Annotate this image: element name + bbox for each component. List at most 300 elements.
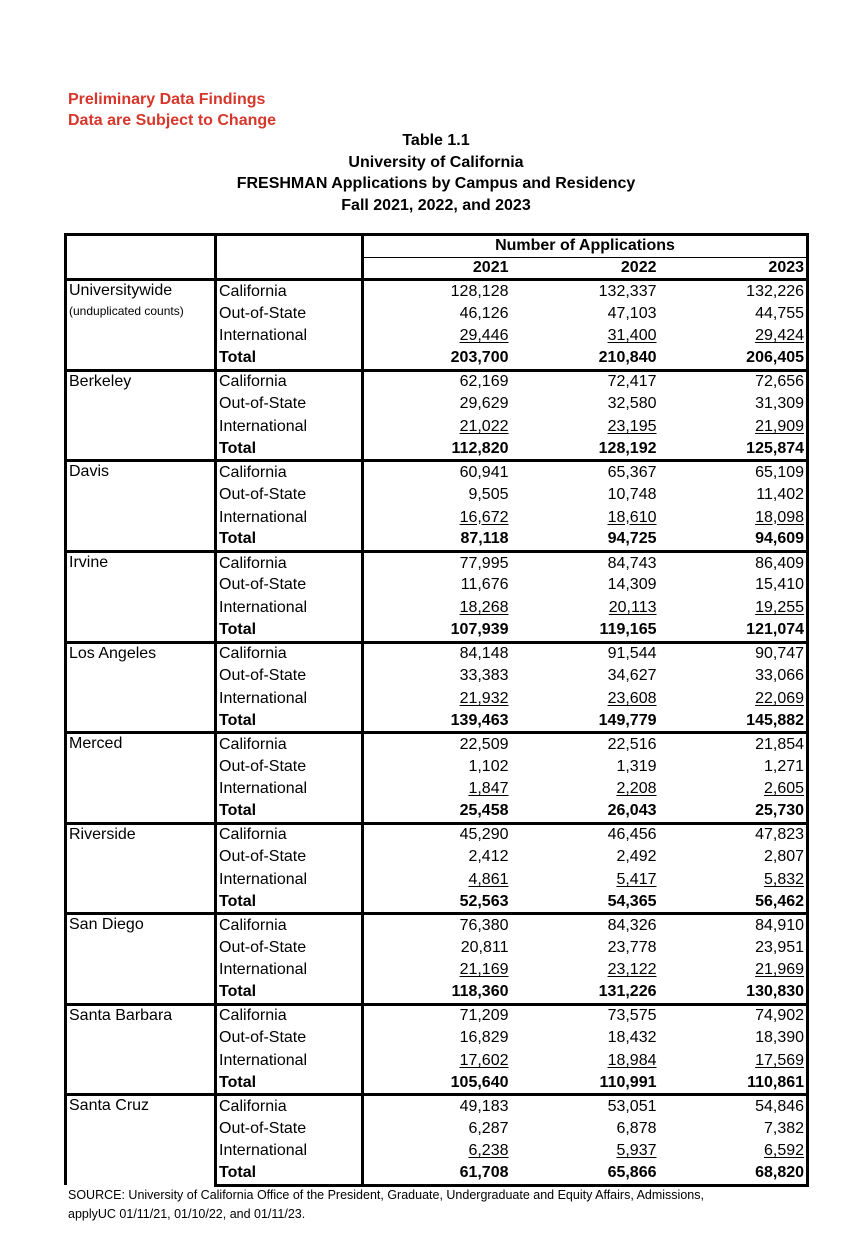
campus-name: Santa Barbara (69, 1006, 173, 1024)
value-cell (511, 823, 659, 846)
application-count: 16,829 (459, 1029, 509, 1047)
value-cell (511, 461, 659, 484)
application-count: 149,779 (598, 711, 657, 729)
application-count: 52,563 (459, 892, 509, 910)
value-cell (659, 461, 808, 484)
application-count: 131,226 (598, 983, 657, 1001)
application-count: 47,103 (607, 304, 657, 322)
application-count: 6,878 (616, 1119, 657, 1137)
application-count: 110,861 (747, 1073, 805, 1091)
value-cell (363, 280, 511, 303)
application-count: 18,432 (607, 1029, 657, 1047)
value-cell (511, 1072, 659, 1095)
application-count: 56,462 (755, 892, 805, 910)
campus-name: Los Angeles (69, 644, 157, 662)
residency-label: International (216, 778, 363, 801)
value-cell (363, 370, 511, 393)
value-cell (511, 982, 659, 1005)
source-line-1: SOURCE: University of California Office of the President, Graduate, Undergraduate and Equity Affairs, Admissions, (68, 1188, 704, 1202)
application-count: 132,337 (598, 282, 657, 300)
value-cell (363, 325, 511, 348)
application-count: 44,755 (755, 304, 805, 322)
residency-label: California (216, 914, 363, 937)
application-count: 54,846 (755, 1097, 805, 1115)
application-count: 62,169 (459, 373, 509, 391)
application-count: 128,192 (598, 439, 657, 457)
value-cell (363, 733, 511, 756)
organization-title: University of California (348, 153, 524, 171)
application-count: 45,290 (459, 826, 509, 844)
residency-label: Out-of-State (216, 846, 363, 869)
value-cell (363, 1117, 511, 1140)
year-header-2023: 2023 (659, 257, 808, 280)
application-count: 25,730 (755, 802, 805, 820)
value-cell (363, 982, 511, 1005)
residency-label: California (216, 280, 363, 303)
campus-name: Santa Cruz (69, 1097, 150, 1115)
application-count: 22,509 (459, 735, 509, 753)
residency-label: International (216, 597, 363, 620)
value-cell (511, 1117, 659, 1140)
application-count: 128,128 (450, 282, 509, 300)
residency-label: Out-of-State (216, 302, 363, 325)
table-row (66, 914, 808, 937)
application-count: 22,069 (755, 689, 805, 707)
application-count: 17,569 (755, 1051, 805, 1069)
application-count: 94,609 (755, 530, 805, 548)
application-count: 20,811 (460, 938, 509, 956)
application-count: 21,909 (755, 417, 805, 435)
application-count: 53,051 (607, 1097, 657, 1115)
header-blank-campus (66, 257, 216, 280)
value-cell (511, 1004, 659, 1027)
residency-label: Total (216, 1072, 363, 1095)
value-cell (511, 778, 659, 801)
campus-name: San Diego (69, 916, 144, 934)
value-cell (363, 302, 511, 325)
residency-label: Total (216, 982, 363, 1005)
residency-label: Out-of-State (216, 936, 363, 959)
source-line-2: applyUC 01/11/21, 01/10/22, and 01/11/23. (68, 1207, 306, 1221)
residency-label: International (216, 868, 363, 891)
value-cell (659, 1095, 808, 1118)
value-cell (659, 778, 808, 801)
value-cell (659, 687, 808, 710)
application-count: 72,417 (607, 373, 657, 391)
campus-cell-merced (66, 733, 216, 824)
table-row (66, 823, 808, 846)
value-cell (363, 1140, 511, 1163)
residency-label: Total (216, 438, 363, 461)
residency-label: Out-of-State (216, 393, 363, 416)
application-count: 14,309 (607, 576, 657, 594)
value-cell (363, 597, 511, 620)
value-cell (511, 280, 659, 303)
application-count: 29,424 (755, 327, 805, 345)
campus-cell-universitywide (66, 280, 216, 371)
value-cell (511, 687, 659, 710)
residency-label: Total (216, 619, 363, 642)
value-cell (511, 529, 659, 552)
application-count: 26,043 (607, 802, 657, 820)
preliminary-line-2: Data are Subject to Change (68, 112, 277, 129)
campus-cell-berkeley (66, 370, 216, 461)
application-count: 18,984 (607, 1051, 657, 1069)
application-count: 9,505 (468, 485, 509, 503)
application-count: 16,672 (459, 508, 509, 526)
value-cell (511, 348, 659, 371)
campus-name: Riverside (69, 825, 136, 843)
application-count: 21,969 (755, 961, 805, 979)
table-row (66, 370, 808, 393)
table-body (66, 280, 808, 1186)
value-cell (659, 484, 808, 507)
year-header-2022: 2022 (511, 257, 659, 280)
value-cell (511, 891, 659, 914)
group-header-row (66, 235, 808, 258)
application-count: 203,700 (450, 349, 509, 367)
application-count: 47,823 (755, 826, 805, 844)
application-count: 1,271 (763, 757, 805, 775)
year-header-2021: 2021 (363, 257, 511, 280)
value-cell (363, 416, 511, 439)
value-cell (659, 1050, 808, 1073)
application-count: 210,840 (598, 349, 657, 367)
value-cell (511, 959, 659, 982)
campus-cell-santa-barbara (66, 1004, 216, 1095)
application-count: 6,238 (468, 1142, 509, 1160)
residency-label: Out-of-State (216, 755, 363, 778)
value-cell (659, 325, 808, 348)
application-count: 84,148 (459, 645, 509, 663)
value-cell (363, 1050, 511, 1073)
residency-label: California (216, 1095, 363, 1118)
application-count: 15,410 (755, 576, 805, 594)
value-cell (659, 529, 808, 552)
value-cell (363, 461, 511, 484)
application-count: 5,832 (763, 870, 805, 888)
value-cell (659, 506, 808, 529)
header-blank-campus (66, 235, 216, 258)
value-cell (363, 936, 511, 959)
application-count: 77,995 (459, 554, 509, 572)
value-cell (511, 755, 659, 778)
table-title-block (0, 130, 855, 216)
application-count: 21,022 (459, 417, 509, 435)
value-cell (659, 755, 808, 778)
value-cell (363, 710, 511, 733)
value-cell (511, 484, 659, 507)
value-cell (659, 393, 808, 416)
value-cell (363, 1004, 511, 1027)
value-cell (511, 302, 659, 325)
value-cell (363, 619, 511, 642)
residency-label: California (216, 733, 363, 756)
application-count: 29,629 (459, 395, 509, 413)
value-cell (511, 597, 659, 620)
table-row (66, 1004, 808, 1027)
value-cell (659, 1004, 808, 1027)
value-cell (659, 597, 808, 620)
application-count: 206,405 (746, 349, 805, 367)
value-cell (511, 1140, 659, 1163)
value-cell (659, 982, 808, 1005)
application-count: 1,102 (468, 757, 509, 775)
application-count: 54,365 (607, 892, 657, 910)
value-cell (511, 416, 659, 439)
value-cell (659, 370, 808, 393)
campus-cell-davis (66, 461, 216, 552)
preliminary-notice (68, 89, 276, 131)
value-cell (363, 665, 511, 688)
value-cell (511, 370, 659, 393)
value-cell (511, 1163, 659, 1186)
value-cell (363, 801, 511, 824)
value-cell (659, 348, 808, 371)
application-count: 49,183 (459, 1097, 509, 1115)
term-title: Fall 2021, 2022, and 2023 (341, 196, 531, 214)
application-count: 119,165 (599, 620, 657, 638)
application-count: 11,676 (460, 576, 509, 594)
application-count: 32,580 (607, 395, 657, 413)
application-count: 23,122 (607, 961, 657, 979)
value-cell (363, 574, 511, 597)
value-cell (511, 1050, 659, 1073)
application-count: 65,109 (755, 463, 805, 481)
application-count: 23,951 (755, 938, 805, 956)
application-count: 34,627 (607, 666, 657, 684)
application-count: 10,748 (607, 485, 657, 503)
value-cell (659, 823, 808, 846)
value-cell (363, 687, 511, 710)
application-count: 74,902 (755, 1007, 805, 1025)
application-count: 11,402 (756, 485, 805, 503)
campus-name: Irvine (69, 553, 109, 571)
residency-label: Out-of-State (216, 1117, 363, 1140)
value-cell (659, 959, 808, 982)
residency-label: California (216, 551, 363, 574)
residency-label: California (216, 823, 363, 846)
application-count: 65,866 (607, 1164, 657, 1182)
value-cell (511, 914, 659, 937)
application-count: 17,602 (459, 1051, 509, 1069)
residency-label: International (216, 325, 363, 348)
value-cell (363, 823, 511, 846)
application-count: 46,456 (607, 826, 657, 844)
number-of-applications-header: Number of Applications (363, 235, 808, 258)
value-cell (659, 416, 808, 439)
application-count: 84,326 (607, 916, 657, 934)
application-count: 71,209 (459, 1007, 509, 1025)
application-count: 18,610 (607, 508, 657, 526)
value-cell (363, 506, 511, 529)
application-count: 1,319 (616, 757, 657, 775)
value-cell (659, 891, 808, 914)
value-cell (511, 1027, 659, 1050)
value-cell (511, 846, 659, 869)
application-count: 72,656 (755, 373, 805, 391)
application-count: 87,118 (460, 530, 509, 548)
residency-label: Out-of-State (216, 484, 363, 507)
application-count: 84,910 (755, 916, 805, 934)
value-cell (511, 619, 659, 642)
subject-title: FRESHMAN Applications by Campus and Residency (236, 175, 636, 192)
table-row (66, 551, 808, 574)
application-count: 6,287 (468, 1119, 509, 1137)
application-count: 91,544 (607, 645, 657, 663)
value-cell (363, 1095, 511, 1118)
value-cell (363, 959, 511, 982)
value-cell (363, 891, 511, 914)
application-count: 29,446 (459, 327, 509, 345)
residency-label: International (216, 1140, 363, 1163)
value-cell (659, 1072, 808, 1095)
application-count: 2,208 (616, 780, 657, 798)
table-row (66, 1095, 808, 1118)
residency-label: International (216, 416, 363, 439)
application-count: 76,380 (459, 916, 509, 934)
header-blank-residency (216, 235, 363, 258)
application-count: 2,492 (616, 848, 657, 866)
campus-name: Berkeley (69, 372, 132, 390)
residency-label: Total (216, 891, 363, 914)
table-row (66, 280, 808, 303)
application-count: 86,409 (755, 554, 805, 572)
table-row (66, 642, 808, 665)
value-cell (659, 642, 808, 665)
value-cell (511, 733, 659, 756)
application-count: 7,382 (763, 1119, 805, 1137)
application-count: 105,640 (450, 1073, 509, 1091)
campus-name: Universitywide (69, 282, 173, 300)
application-count: 145,882 (746, 711, 805, 729)
table-row (66, 733, 808, 756)
value-cell (511, 868, 659, 891)
application-count: 139,463 (450, 711, 509, 729)
value-cell (511, 551, 659, 574)
value-cell (511, 936, 659, 959)
campus-name: Merced (69, 735, 123, 753)
value-cell (363, 393, 511, 416)
source-note (68, 1186, 798, 1224)
application-count: 68,820 (755, 1164, 805, 1182)
value-cell (363, 846, 511, 869)
application-count: 4,861 (468, 870, 509, 888)
application-count: 94,725 (607, 530, 657, 548)
value-cell (511, 642, 659, 665)
residency-label: Total (216, 348, 363, 371)
value-cell (363, 529, 511, 552)
application-count: 18,390 (755, 1029, 805, 1047)
application-count: 21,854 (755, 735, 805, 753)
application-count: 90,747 (755, 645, 805, 663)
application-count: 61,708 (459, 1164, 509, 1182)
value-cell (659, 438, 808, 461)
application-count: 73,575 (607, 1007, 657, 1025)
application-count: 22,516 (607, 735, 657, 753)
value-cell (511, 1095, 659, 1118)
residency-label: Total (216, 801, 363, 824)
application-count: 2,412 (468, 848, 509, 866)
value-cell (659, 302, 808, 325)
applications-table (64, 233, 809, 1187)
value-cell (659, 868, 808, 891)
application-count: 46,126 (459, 304, 509, 322)
campus-cell-santa-cruz (66, 1095, 216, 1186)
value-cell (363, 642, 511, 665)
application-count: 31,400 (607, 327, 657, 345)
residency-label: Total (216, 710, 363, 733)
campus-cell-riverside (66, 823, 216, 914)
application-count: 25,458 (459, 802, 509, 820)
value-cell (659, 280, 808, 303)
value-cell (659, 619, 808, 642)
application-count: 130,830 (746, 983, 805, 1001)
value-cell (659, 1027, 808, 1050)
application-count: 1,847 (468, 780, 509, 798)
value-cell (659, 1117, 808, 1140)
application-count: 65,367 (607, 463, 657, 481)
application-count: 132,226 (746, 282, 805, 300)
application-count: 33,066 (755, 666, 805, 684)
value-cell (659, 936, 808, 959)
application-count: 2,605 (763, 780, 805, 798)
campus-name: Davis (69, 463, 110, 481)
value-cell (363, 484, 511, 507)
value-cell (511, 710, 659, 733)
application-count: 121,074 (746, 620, 805, 638)
value-cell (659, 574, 808, 597)
application-count: 19,255 (755, 599, 805, 617)
value-cell (511, 506, 659, 529)
application-count: 20,113 (608, 599, 657, 617)
value-cell (511, 325, 659, 348)
residency-label: California (216, 1004, 363, 1027)
residency-label: Out-of-State (216, 1027, 363, 1050)
application-count: 5,937 (616, 1142, 657, 1160)
value-cell (363, 778, 511, 801)
value-cell (363, 914, 511, 937)
value-cell (511, 801, 659, 824)
value-cell (363, 551, 511, 574)
value-cell (659, 846, 808, 869)
year-header-row (66, 257, 808, 280)
application-count: 18,098 (755, 508, 805, 526)
residency-label: California (216, 370, 363, 393)
value-cell (363, 755, 511, 778)
application-count: 107,939 (450, 620, 509, 638)
value-cell (363, 348, 511, 371)
application-count: 23,608 (607, 689, 657, 707)
value-cell (659, 551, 808, 574)
value-cell (511, 574, 659, 597)
residency-label: California (216, 642, 363, 665)
application-count: 33,383 (459, 666, 509, 684)
value-cell (363, 1163, 511, 1186)
residency-label: California (216, 461, 363, 484)
campus-cell-los-angeles (66, 642, 216, 733)
residency-label: Total (216, 1163, 363, 1186)
value-cell (511, 438, 659, 461)
campus-cell-irvine (66, 551, 216, 642)
application-count: 125,874 (746, 439, 805, 457)
application-count: 112,820 (451, 439, 509, 457)
preliminary-line-1: Preliminary Data Findings (68, 91, 266, 108)
residency-label: Out-of-State (216, 665, 363, 688)
application-count: 23,195 (607, 417, 657, 435)
application-count: 118,360 (451, 983, 509, 1001)
value-cell (363, 868, 511, 891)
